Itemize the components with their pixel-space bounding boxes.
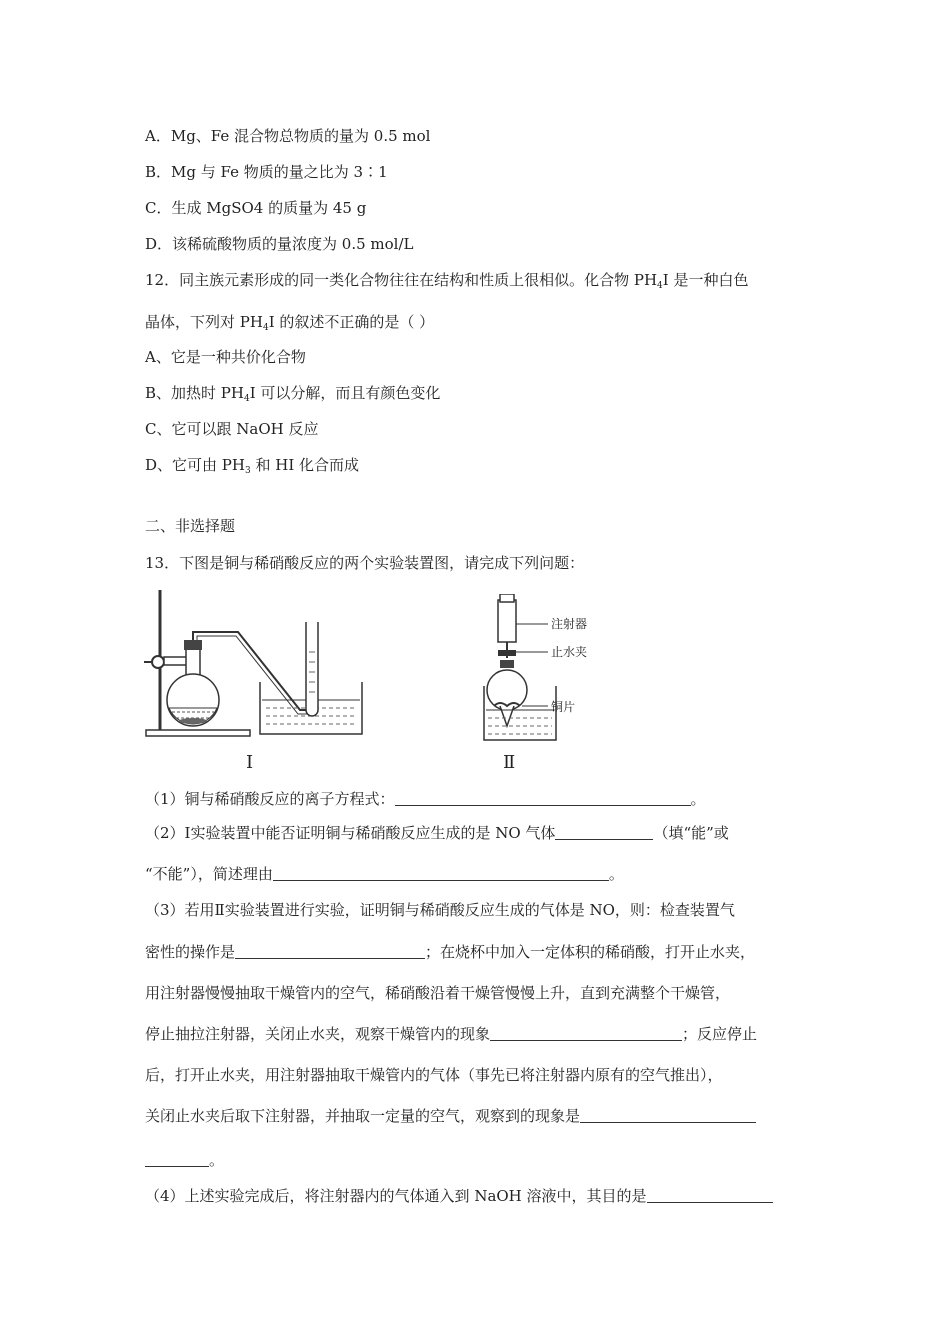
q13-stem: 13．下图是铜与稀硝酸反应的两个实验装置图，请完成下列问题： xyxy=(145,554,585,572)
text: ；在烧杯中加入一定体积的稀硝酸，打开止水夹， xyxy=(425,943,756,961)
text: 晶体，下列对 PH xyxy=(145,313,263,331)
q12-option-b xyxy=(145,383,440,409)
apparatus-figure-1 xyxy=(140,582,370,742)
q11-option-a: A．Mg、Fe 混合物总物质的量为 0.5 mol xyxy=(145,127,431,145)
subscript: 4 xyxy=(262,323,269,333)
q11-option-d: D．该稀硫酸物质的量浓度为 0.5 mol/L xyxy=(145,235,414,253)
text: 关闭止水夹后取下注射器，并抽取一定量的空气，观察到的现象是 xyxy=(145,1107,581,1125)
q13-part3-line1: （3）若用Ⅱ实验装置进行实验，证明铜与稀硝酸反应生成的气体是 NO，则：检查装置气 xyxy=(145,901,735,919)
figure-2-label: Ⅱ xyxy=(503,752,516,773)
text: （填“能”或 xyxy=(653,824,729,842)
figure-1-label: Ⅰ xyxy=(246,752,254,773)
section-title: 二、非选择题 xyxy=(145,517,236,535)
subscript: 4 xyxy=(657,281,663,291)
text: （4）上述实验完成后，将注射器内的气体通入到 NaOH 溶液中，其目的是 xyxy=(145,1187,647,1205)
text: （2）Ⅰ实验装置中能否证明铜与稀硝酸反应生成的是 NO 气体 xyxy=(145,824,556,842)
text: （1）铜与稀硝酸反应的离子方程式： xyxy=(145,790,395,808)
q13-part3-line3: 用注射器慢慢抽取干燥管内的空气，稀硝酸沿着干燥管慢慢上升，直到充满整个干燥管， xyxy=(145,984,731,1002)
text: 停止抽拉注射器，关闭止水夹，观察干燥管内的现象 xyxy=(145,1025,491,1043)
answer-blank[interactable] xyxy=(490,1026,682,1041)
text: 。 xyxy=(608,865,624,883)
answer-blank[interactable] xyxy=(145,1152,209,1167)
answer-blank[interactable] xyxy=(395,791,691,806)
answer-blank[interactable] xyxy=(580,1108,756,1123)
text: 密性的操作是 xyxy=(145,943,236,961)
text: I 是一种白色 xyxy=(662,271,749,289)
q11-option-c: C．生成 MgSO4 的质量为 45 g xyxy=(145,199,367,217)
q12-stem-line2 xyxy=(145,312,434,338)
answer-blank[interactable] xyxy=(235,944,425,959)
q13-part3-line7 xyxy=(145,1150,224,1170)
text: D、它可由 PH xyxy=(145,456,245,474)
q13-part1 xyxy=(145,789,706,809)
q13-part3-line2 xyxy=(145,942,755,962)
clamp-label: 止水夹 xyxy=(551,645,588,659)
q12-option-c: C、它可以跟 NaOH 反应 xyxy=(145,420,319,438)
q13-part3-line6 xyxy=(145,1106,756,1126)
text: 。 xyxy=(690,790,706,808)
q13-part4 xyxy=(145,1186,773,1206)
syringe-label: 注射器 xyxy=(551,617,588,631)
text: B、加热时 PH xyxy=(145,384,244,402)
text: I 可以分解，而且有颜色变化 xyxy=(249,384,441,402)
subscript: 3 xyxy=(244,466,251,476)
answer-blank[interactable] xyxy=(273,866,609,881)
text: 和 HI 化合而成 xyxy=(250,456,360,474)
q12-stem-line1 xyxy=(145,270,748,296)
subscript: 4 xyxy=(243,394,250,404)
q11-option-b: B．Mg 与 Fe 物质的量之比为 3∶1 xyxy=(145,163,388,181)
copper-label: 铜片 xyxy=(551,700,576,714)
answer-blank[interactable] xyxy=(555,825,653,840)
q13-part2-line2 xyxy=(145,864,624,884)
q13-part3-line5: 后，打开止水夹，用注射器抽取干燥管内的气体（事先已将注射器内原有的空气推出）， xyxy=(145,1066,723,1084)
text: 。 xyxy=(209,1151,225,1169)
q13-part2-line1 xyxy=(145,823,729,843)
text: ；反应停止 xyxy=(682,1025,758,1043)
text: 12．同主族元素形成的同一类化合物往往在结构和性质上很相似。化合物 PH xyxy=(145,271,658,289)
q12-option-a: A、它是一种共价化合物 xyxy=(145,348,306,366)
answer-blank[interactable] xyxy=(647,1188,773,1203)
text: “不能”），简述理由 xyxy=(145,865,273,883)
q12-option-d xyxy=(145,455,359,481)
q13-part3-line4 xyxy=(145,1024,757,1044)
text: I 的叙述不正确的是（ ） xyxy=(268,313,435,331)
